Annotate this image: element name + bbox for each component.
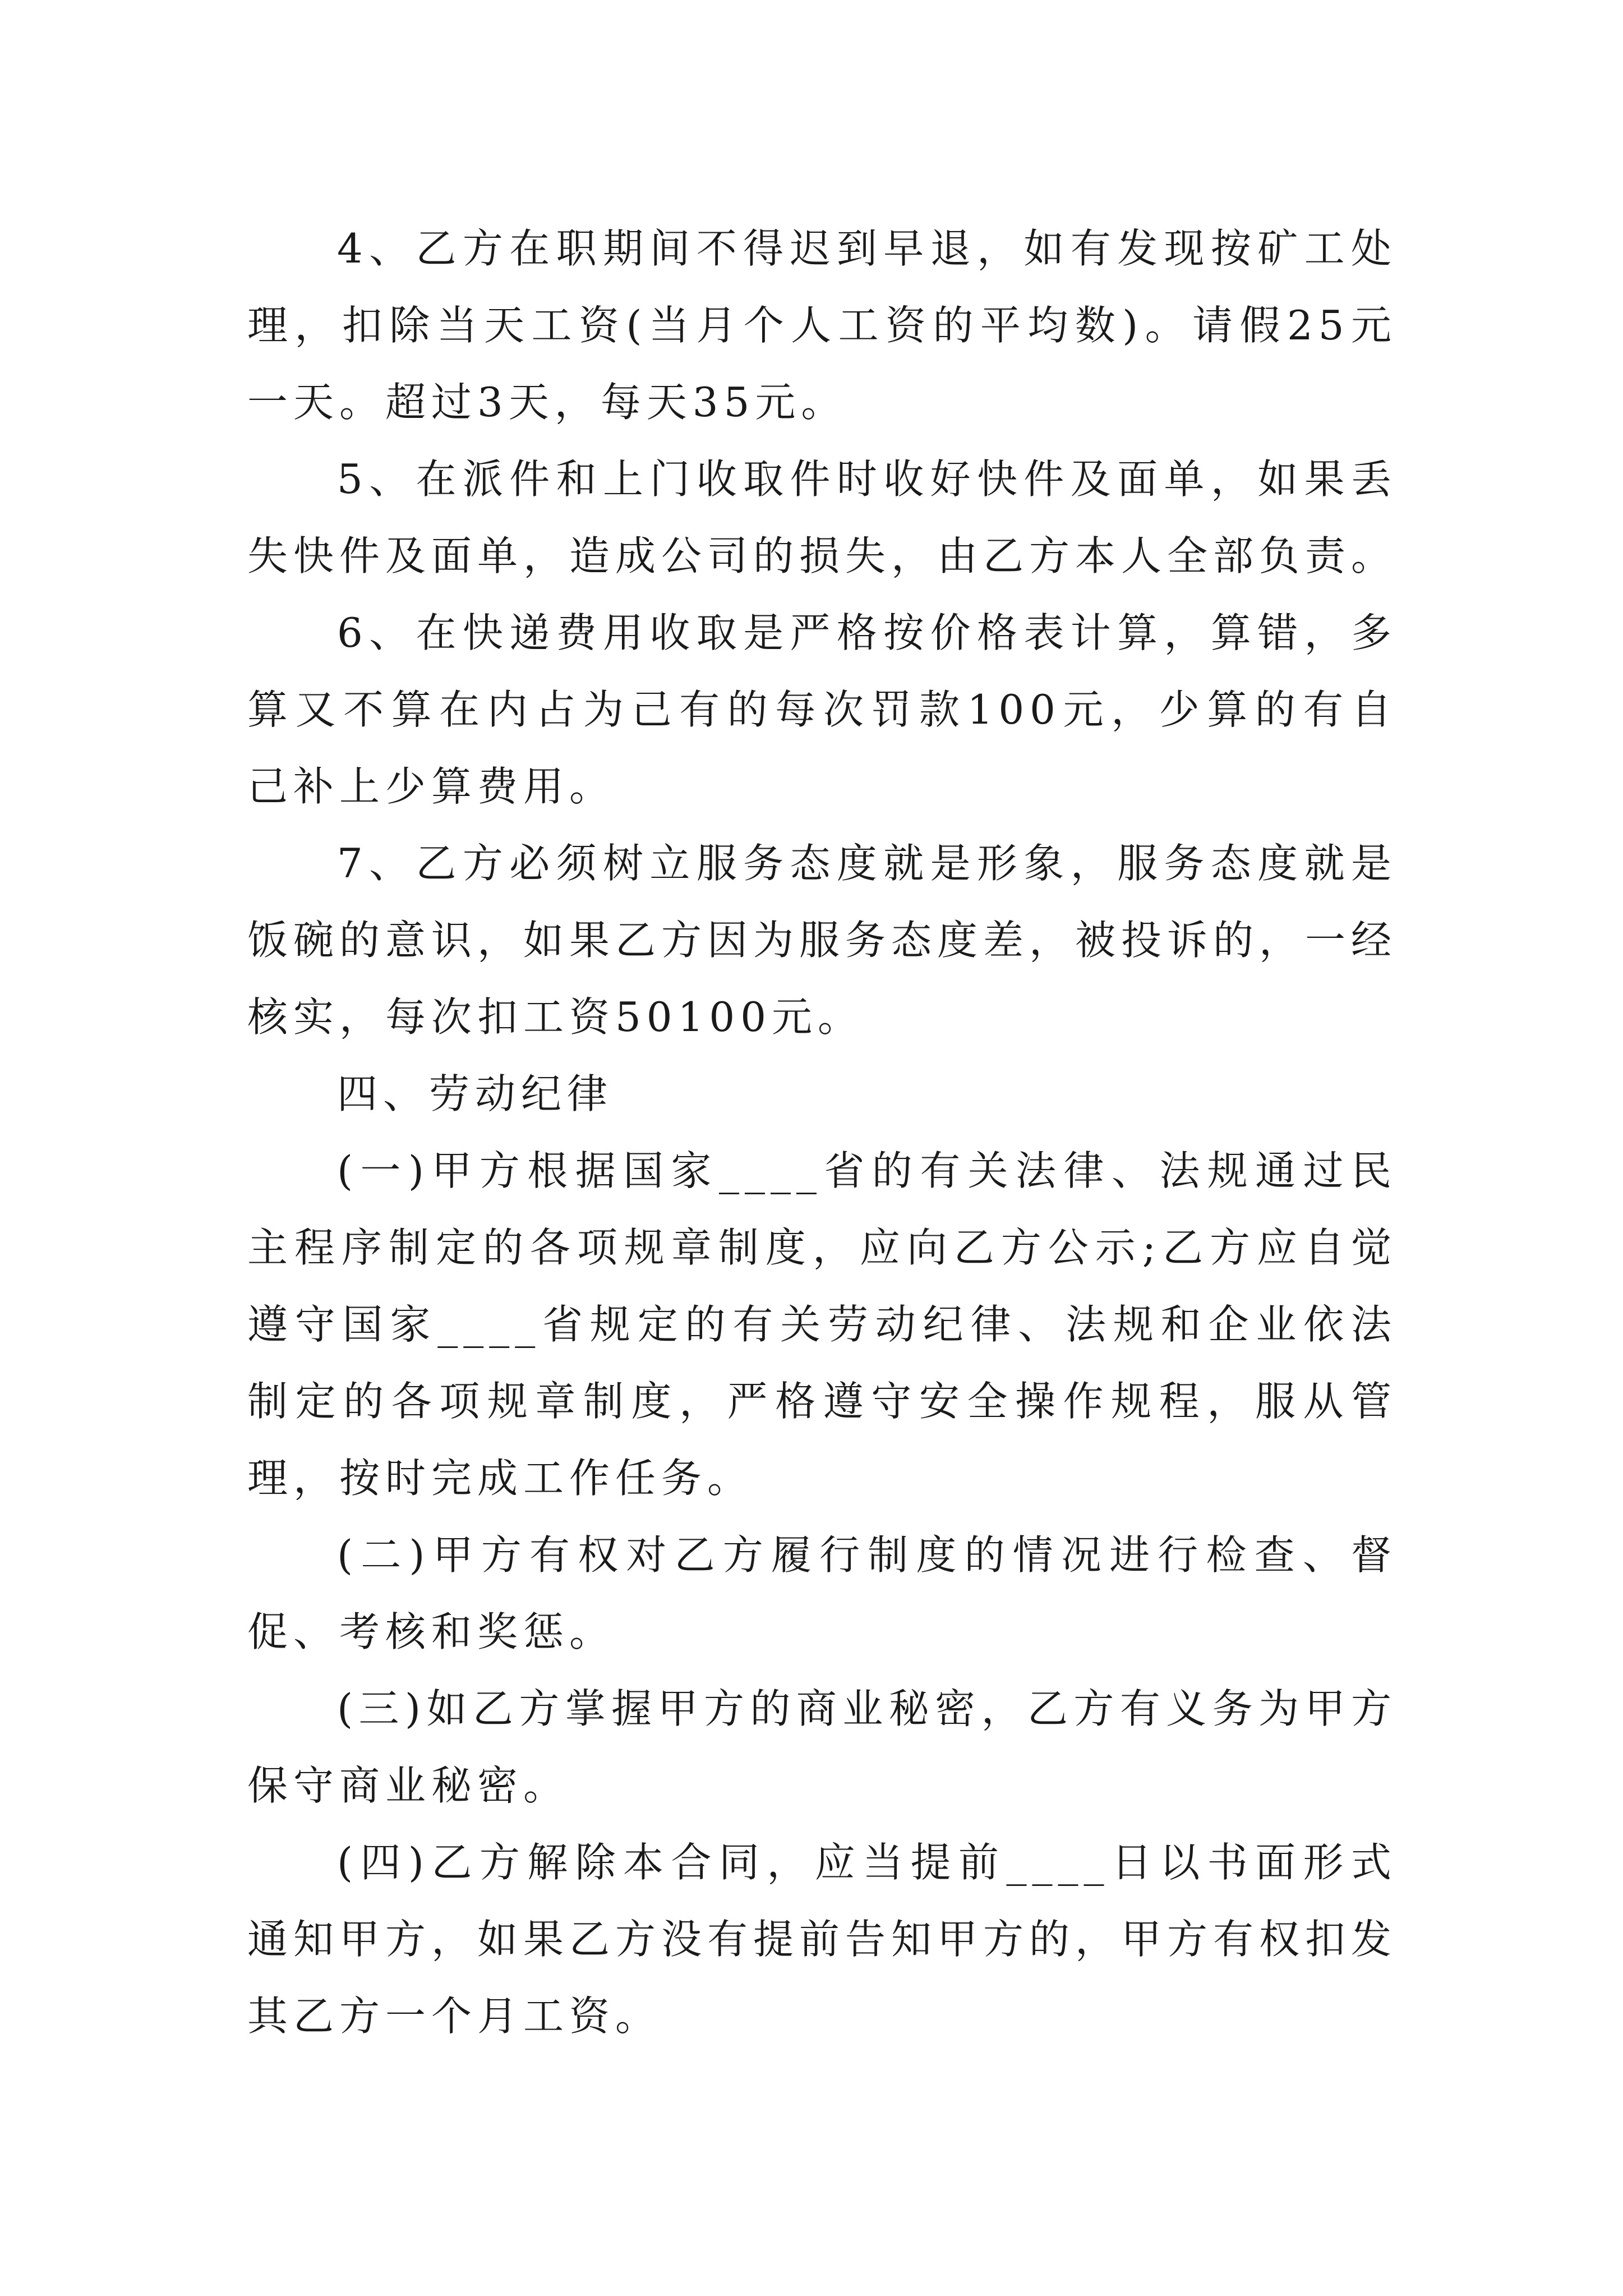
discipline-item-4: (四)乙方解除本合同，应当提前____日以书面形式通知甲方，如果乙方没有提前告知甲方的，甲方有权扣发其乙方一个月工资。	[247, 1839, 1398, 2040]
section-heading-labor-discipline: 四、劳动纪律	[337, 1070, 614, 1117]
clause-7-service-attitude: 7、乙方必须树立服务态度就是形象，服务态度就是饭碗的意识，如果乙方因为服务态度差，被投诉的，一经核实，每次扣工资50100元。	[247, 840, 1398, 1041]
clause-6-fee-collection: 6、在快递费用收取是严格按价格表计算，算错，多算又不算在内占为己有的每次罚款100元，少算的有自己补上少算费用。	[247, 609, 1397, 810]
discipline-item-2: (二)甲方有权对乙方履行制度的情况进行检查、督促、考核和奖惩。	[247, 1531, 1397, 1655]
document-body	[247, 210, 1397, 2055]
discipline-item-3: (三)如乙方掌握甲方的商业秘密，乙方有义务为甲方保守商业秘密。	[247, 1685, 1397, 1809]
discipline-item-1: (一)甲方根据国家____省的有关法律、法规通过民主程序制定的各项规章制度，应向乙方公示;乙方应自觉遵守国家____省规定的有关劳动纪律、法规和企业依法制定的各项规章制度，严格遵守安全操作规程，服从管理，按时完成工作任务。	[247, 1147, 1397, 1502]
clause-5-lost-parcel: 5、在派件和上门收取件时收好快件及面单，如果丢失快件及面单，造成公司的损失，由乙方本人全部负责。	[247, 455, 1398, 579]
clause-4-late-leave: 4、乙方在职期间不得迟到早退，如有发现按矿工处理，扣除当天工资(当月个人工资的平均数)。请假25元一天。超过3天，每天35元。	[247, 225, 1397, 426]
